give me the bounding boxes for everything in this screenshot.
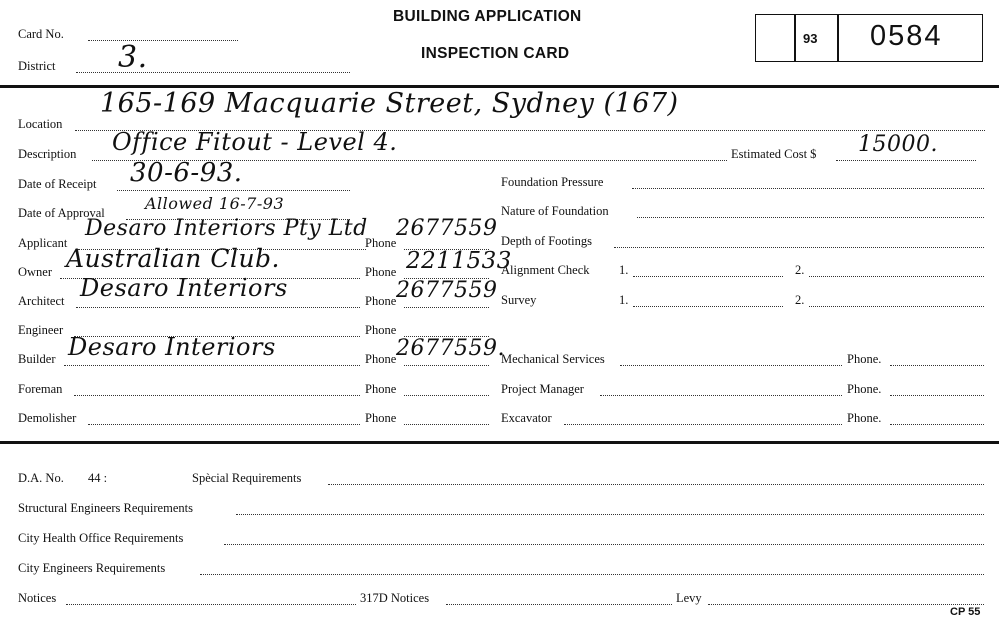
estimated-cost-field[interactable]	[836, 160, 976, 161]
notices-317d-field[interactable]	[446, 604, 672, 605]
date-of-approval-label: Date of Approval	[18, 206, 105, 220]
structural-engineers-field[interactable]	[236, 514, 984, 515]
builder-label: Builder	[18, 352, 56, 366]
architect-field[interactable]	[76, 307, 360, 308]
title-line1: BUILDING APPLICATION	[393, 8, 582, 25]
date-of-receipt-field[interactable]	[117, 190, 350, 191]
mechanical-services-label: Mechanical Services	[501, 352, 605, 366]
reference-box	[755, 14, 983, 62]
foundation-pressure-label: Foundation Pressure	[501, 175, 604, 189]
location-label: Location	[18, 117, 63, 131]
reference-number: 0584	[870, 20, 943, 52]
card-no-field[interactable]	[88, 40, 238, 41]
structural-engineers-label: Structural Engineers Requirements	[18, 501, 193, 515]
reference-prefix: 93	[803, 31, 818, 46]
description-label: Description	[18, 147, 77, 161]
survey-field-2[interactable]	[809, 306, 984, 307]
demolisher-label: Demolisher	[18, 411, 77, 425]
mechanical-services-phone-label: Phone.	[847, 352, 882, 366]
excavator-field[interactable]	[564, 424, 842, 425]
applicant-phone-label: Phone	[365, 236, 397, 250]
builder-phone-value: 2677559.	[396, 336, 505, 361]
date-of-receipt-value: 30-6-93.	[130, 158, 243, 188]
demolisher-field[interactable]	[88, 424, 360, 425]
excavator-label: Excavator	[501, 411, 552, 425]
levy-label: Levy	[676, 591, 702, 605]
city-health-office-field[interactable]	[224, 544, 984, 545]
builder-value: Desaro Interiors	[68, 333, 276, 361]
project-manager-phone-field[interactable]	[890, 395, 984, 396]
project-manager-field[interactable]	[600, 395, 842, 396]
owner-value: Australian Club.	[66, 244, 281, 273]
applicant-phone-value: 2677559	[396, 216, 498, 241]
depth-of-footings-label: Depth of Footings	[501, 234, 592, 248]
form-code: CP 55	[950, 606, 981, 618]
alignment-check-num2: 2.	[795, 263, 805, 277]
city-health-office-label: City Health Office Requirements	[18, 531, 184, 545]
excavator-phone-label: Phone.	[847, 411, 882, 425]
card-no-label: Card No.	[18, 27, 64, 41]
architect-value: Desaro Interiors	[80, 274, 288, 302]
foreman-label: Foreman	[18, 382, 63, 396]
district-value: 3.	[118, 40, 148, 75]
architect-phone-label: Phone	[365, 294, 397, 308]
estimated-cost-label: Estimated Cost $	[731, 147, 817, 161]
demolisher-phone-label: Phone	[365, 411, 397, 425]
district-label: District	[18, 59, 56, 73]
project-manager-label: Project Manager	[501, 382, 584, 396]
special-requirements-label: Spècial Requirements	[192, 471, 302, 485]
special-requirements-field[interactable]	[328, 484, 984, 485]
foundation-pressure-field[interactable]	[632, 188, 984, 189]
applicant-value: Desaro Interiors Pty Ltd	[85, 216, 368, 241]
title-line2: INSPECTION CARD	[421, 45, 570, 62]
reference-divider-1	[794, 14, 796, 62]
location-value: 165-169 Macquarie Street, Sydney (167)	[100, 88, 679, 119]
levy-field[interactable]	[708, 604, 984, 605]
da-no-value: 44 :	[88, 471, 108, 485]
builder-phone-field[interactable]	[404, 365, 489, 366]
survey-num1: 1.	[619, 293, 629, 307]
alignment-check-field-1[interactable]	[633, 276, 783, 277]
city-engineers-field[interactable]	[200, 574, 984, 575]
survey-label: Survey	[501, 293, 537, 307]
alignment-check-label: Alignment Check	[501, 263, 590, 277]
da-no-label: D.A. No.	[18, 471, 64, 485]
demolisher-phone-field[interactable]	[404, 424, 489, 425]
builder-phone-label: Phone	[365, 352, 397, 366]
foreman-phone-field[interactable]	[404, 395, 489, 396]
architect-phone-value: 2677559	[396, 278, 498, 303]
owner-label: Owner	[18, 265, 53, 279]
foreman-phone-label: Phone	[365, 382, 397, 396]
owner-phone-label: Phone	[365, 265, 397, 279]
city-engineers-label: City Engineers Requirements	[18, 561, 166, 575]
mechanical-services-field[interactable]	[620, 365, 842, 366]
notices-field[interactable]	[66, 604, 356, 605]
architect-phone-field[interactable]	[404, 307, 489, 308]
reference-divider-2	[837, 14, 839, 62]
estimated-cost-value: 15000.	[858, 132, 938, 157]
nature-of-foundation-label: Nature of Foundation	[501, 204, 609, 218]
date-of-receipt-label: Date of Receipt	[18, 177, 97, 191]
section-rule	[0, 441, 999, 444]
alignment-check-field-2[interactable]	[809, 276, 984, 277]
engineer-label: Engineer	[18, 323, 64, 337]
project-manager-phone-label: Phone.	[847, 382, 882, 396]
survey-field-1[interactable]	[633, 306, 783, 307]
nature-of-foundation-field[interactable]	[637, 217, 984, 218]
date-of-approval-value: Allowed 16-7-93	[145, 194, 285, 213]
engineer-phone-label: Phone	[365, 323, 397, 337]
applicant-label: Applicant	[18, 236, 68, 250]
owner-phone-value: 2211533	[406, 248, 512, 274]
description-value: Office Fitout - Level 4.	[112, 128, 398, 156]
foreman-field[interactable]	[74, 395, 360, 396]
alignment-check-num1: 1.	[619, 263, 629, 277]
survey-num2: 2.	[795, 293, 805, 307]
depth-of-footings-field[interactable]	[614, 247, 984, 248]
builder-field[interactable]	[64, 365, 360, 366]
notices-317d-label: 317D Notices	[360, 591, 430, 605]
excavator-phone-field[interactable]	[890, 424, 984, 425]
notices-label: Notices	[18, 591, 57, 605]
architect-label: Architect	[18, 294, 65, 308]
mechanical-services-phone-field[interactable]	[890, 365, 984, 366]
